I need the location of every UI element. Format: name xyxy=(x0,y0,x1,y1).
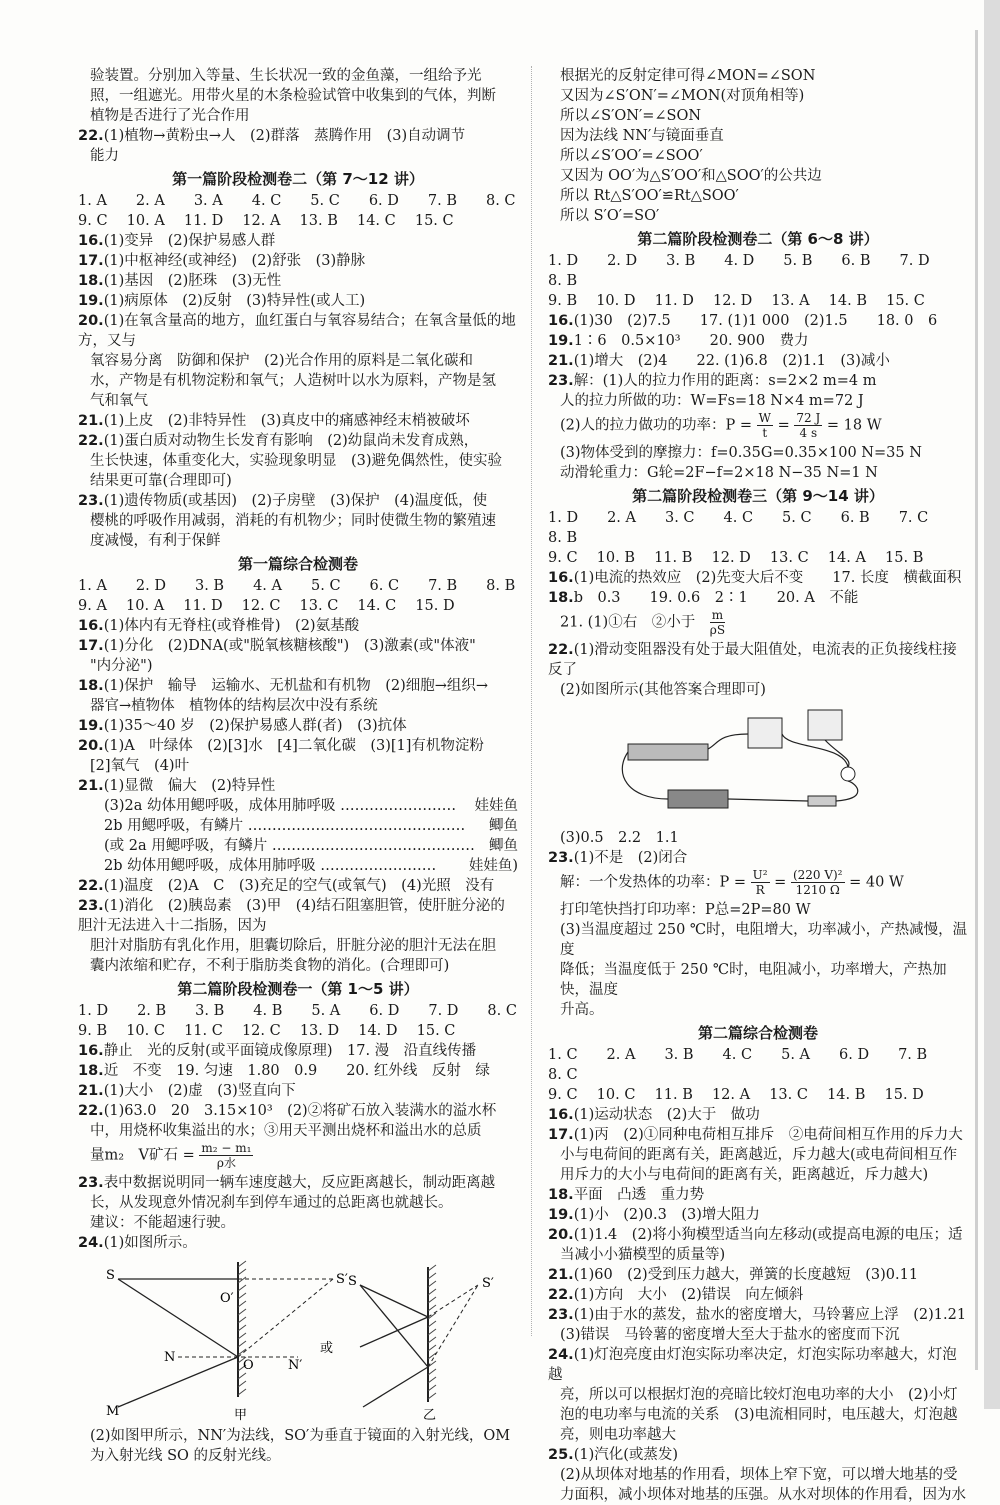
rheostat xyxy=(628,744,708,760)
fraction xyxy=(757,411,773,440)
formula-prefix: 21. (1)①右 ②小于 xyxy=(560,614,710,631)
choice-answers-row: 9. C 10. C 11. B 12. A 13. C 14. B 15. D xyxy=(548,1087,924,1103)
question-number: 17. xyxy=(78,638,104,654)
formula-line xyxy=(548,608,968,640)
question-number: 22. xyxy=(78,433,104,449)
choice-answers-row: 1. D 2. A 3. C 4. C 5. C 6. B 7. C 8. B xyxy=(548,510,958,546)
label-s-prime-yi: S′ xyxy=(482,1276,494,1291)
answer-line: 樱桃的呼吸作用减弱，消耗的有机物少；同时使微生物的繁殖速 xyxy=(90,513,496,529)
answer-line: 亮，所以可以根据灯泡的亮暗比较灯泡电功率的大小 (2)小灯 xyxy=(560,1387,958,1403)
question-number: 23. xyxy=(548,373,574,389)
mirror-hatch xyxy=(428,1369,436,1375)
answer-line: (2)从坝体对地基的作用看，坝体上窄下宽，可以增大地基的受 xyxy=(560,1467,958,1483)
mirror-hatch xyxy=(428,1385,436,1391)
label-s-yi: S xyxy=(348,1274,357,1289)
question-number: 20. xyxy=(548,1227,574,1243)
fraction xyxy=(791,868,845,897)
question-number: 23. xyxy=(548,850,574,866)
question-answer xyxy=(78,716,518,736)
answer-line: 生长快速，体重变化大，实验现象明显 (3)避免偶然性，使实验 xyxy=(90,453,503,469)
answer-line: 小与电荷间的距离有关，距离越近，斥力越大(或电荷间相互作 xyxy=(560,1147,958,1163)
question-number: 23. xyxy=(78,1175,104,1191)
question-answer xyxy=(548,1125,968,1145)
answer-text: 平面 凸透 重力势 xyxy=(573,1187,705,1203)
mirror-hatch xyxy=(238,1381,246,1387)
question-number: 16. xyxy=(548,570,574,586)
answer-line: 动滑轮重力：G轮=2F−f=2×18 N−35 N=1 N xyxy=(560,465,878,481)
mirror-hatch xyxy=(238,1301,246,1307)
question-answer xyxy=(548,1305,968,1325)
formula-eq: = xyxy=(773,417,795,434)
mirror-hatch xyxy=(238,1333,246,1339)
page-edge-shadow xyxy=(984,0,1000,1409)
question-answer xyxy=(78,271,518,291)
key-text: 2b 幼体用鳃呼吸，成体用肺呼吸 …………………… xyxy=(104,858,437,874)
key-text: 2b 用鳃呼吸，有鳞片 ……………………………………… xyxy=(104,818,466,834)
answer-text: (1)保护 输导 运输水、无机盐和有机物 (2)细胞→组织→ xyxy=(103,678,489,694)
page-edge-line xyxy=(975,30,978,1370)
section-title: 第二篇综合检测卷 xyxy=(697,1024,818,1042)
answer-line: 根据光的反射定律可得∠MON=∠SON xyxy=(560,68,816,84)
question-number: 22. xyxy=(78,1103,104,1119)
question-number: 18. xyxy=(78,1063,104,1079)
question-number: 16. xyxy=(78,1043,104,1059)
question-number: 16. xyxy=(548,1107,574,1123)
answer-line: 所以 Rt△S′OO′≌Rt△SOO′ xyxy=(560,188,739,204)
answer-line: 又因为 OO′为△S′OO′和△SOO′的公共边 xyxy=(560,168,822,184)
section-title: 第二篇阶段检测卷二（第 6～8 讲） xyxy=(637,230,879,248)
question-number: 19. xyxy=(78,718,104,734)
key-text: (3)2a 幼体用鳃呼吸，成体用肺呼吸 …………………… xyxy=(104,798,457,814)
mirror-hatch xyxy=(238,1277,246,1283)
left-column xyxy=(78,66,518,1466)
choice-answers-row: 1. D 2. B 3. B 4. B 5. A 6. D 7. D 8. C xyxy=(78,1003,517,1019)
answer-text: (1)35～40 岁 (2)保护易感人群(者) (3)抗体 xyxy=(103,718,407,734)
question-number: 21. xyxy=(548,353,574,369)
answer-line: "内分泌") xyxy=(90,658,153,674)
answer-text: (1)小 (2)0.3 (3)增大阻力 xyxy=(573,1207,760,1223)
question-answer xyxy=(78,291,518,311)
mirror-hatch xyxy=(428,1281,436,1287)
fraction xyxy=(199,1141,253,1170)
fraction-numerator: U² xyxy=(752,868,768,882)
choice-answers-row: 9. B 10. C 11. C 12. C 13. D 14. D 15. C xyxy=(78,1023,456,1039)
reflected-ray-om xyxy=(118,1357,238,1407)
question-number: 25. xyxy=(548,1447,574,1463)
answer-text: (1)运动状态 (2)大于 做功 xyxy=(573,1107,760,1123)
answer-text: 解：(1)人的拉力作用的距离：s=2×2 m=4 m xyxy=(573,373,877,389)
answer-line: 植物是否进行了光合作用 xyxy=(90,108,250,124)
key-line xyxy=(78,836,518,856)
question-number: 23. xyxy=(78,898,104,914)
answer-line: 验装置。分别加入等量、生长状况一致的金鱼藻，一组给予光 xyxy=(90,68,482,84)
question-answer xyxy=(78,876,518,896)
question-answer xyxy=(78,231,518,251)
question-number: 18. xyxy=(78,273,104,289)
answer-text: (1)如图所示。 xyxy=(103,1235,197,1251)
answer-line: (3)错误 马铃薯的密度增大至大于盐水的密度而下沉 xyxy=(560,1327,900,1343)
mirror-hatch xyxy=(428,1393,436,1399)
answer-line: 氧容易分离 防御和保护 (2)光合作用的原料是二氧化碳和 xyxy=(90,353,474,369)
question-number: 17. xyxy=(78,253,104,269)
answer-text: (1)汽化(或蒸发) xyxy=(573,1447,679,1463)
answer-line: 所以∠S′OO′=∠SOO′ xyxy=(560,148,703,164)
question-answer xyxy=(78,896,518,936)
question-number: 18. xyxy=(548,590,574,606)
key-text: (或 2a 用鳃呼吸，有鳞片 …………………………………… xyxy=(104,838,475,854)
question-answer xyxy=(78,1101,518,1121)
question-answer xyxy=(78,431,518,451)
question-answer xyxy=(78,126,518,146)
answer-text: (1)显微 偏大 (2)特异性 xyxy=(103,778,276,794)
fraction xyxy=(751,868,770,897)
answer-text: (1)1.4 (2)将小狗模型适当向左移动(或提高电源的电压；适 xyxy=(573,1227,963,1243)
formula-eq: = xyxy=(769,874,791,891)
answer-text: 表中数据说明同一辆车速度越大，反应距离越长，制动距离越 xyxy=(103,1175,496,1191)
question-answer xyxy=(548,1185,968,1205)
answer-line: 照，一组遮光。用带火星的木条检验试管中收集到的气体，判断 xyxy=(90,88,496,104)
voltmeter xyxy=(808,710,842,740)
mirror-hatch xyxy=(238,1309,246,1315)
key-line xyxy=(78,796,518,816)
answer-text: (1)增大 (2)4 22. (1)6.8 (2)1.1 (3)减小 xyxy=(573,353,890,369)
question-answer xyxy=(548,1105,968,1125)
answer-line: 升高。 xyxy=(560,1002,604,1018)
answer-text: (1)遗传物质(或基因) (2)子房壁 (3)保护 (4)温度低，使 xyxy=(103,493,488,509)
question-answer xyxy=(78,1233,518,1253)
question-number: 20. xyxy=(78,313,104,329)
answer-text: 1∶6 0.5×10³ 20. 900 费力 xyxy=(573,333,809,349)
answer-text: (1)60 (2)受到压力越大，弹簧的长度越短 (3)0.11 xyxy=(573,1267,919,1283)
question-answer xyxy=(548,1225,968,1245)
question-answer xyxy=(548,371,968,391)
answer-text: b 0.3 19. 0.6 2∶1 20. A 不能 xyxy=(573,590,859,606)
mirror-hatch xyxy=(428,1337,436,1343)
answer-line: 又因为∠S′ON′=∠MON(对顶角相等) xyxy=(560,88,805,104)
label-m: M xyxy=(106,1404,120,1419)
formula-prefix: (2)人的拉力做功的功率：P = xyxy=(560,417,757,434)
ray-yi-2 xyxy=(360,1317,428,1347)
key-line xyxy=(78,856,518,876)
answer-line: 中，用烧杯收集溢出的水；③用天平测出烧杯和溢出水的总质 xyxy=(90,1123,482,1139)
answer-text: (1)不是 (2)闭合 xyxy=(573,850,688,866)
answer-text: (1)灯泡亮度由灯泡实际功率决定，灯泡实际功率越大，灯泡越 xyxy=(548,1347,957,1383)
section-title: 第一篇综合检测卷 xyxy=(237,555,358,573)
answer-line: (2)如图所示(其他答案合理即可) xyxy=(560,682,766,698)
mirror-hatch xyxy=(238,1269,246,1275)
answer-line: 用斥力的大小与电荷间的距离有关，距离越近，斥力越大) xyxy=(560,1167,929,1183)
question-number: 22. xyxy=(548,1287,574,1303)
choice-answers-row: 9. A 10. A 11. D 12. C 13. C 14. C 15. D xyxy=(78,598,455,614)
choice-answers-row: 1. A 2. D 3. B 4. A 5. C 6. C 7. B 8. B xyxy=(78,578,516,594)
answer-text: (1)由于水的蒸发，盐水的密度增大，马铃薯应上浮 (2)1.21 xyxy=(573,1307,967,1323)
answer-text: (1)变异 (2)保护易感人群 xyxy=(103,233,276,249)
answer-line: 能力 xyxy=(90,148,119,164)
mirror-hatch xyxy=(238,1341,246,1347)
answer-line: 降低；当温度低于 250 ℃时，电阻减小，功率增大，产热加快，温度 xyxy=(560,962,947,998)
question-answer xyxy=(548,1345,968,1385)
answer-line: (3)当温度超过 250 ℃时，电阻增大，功率减小，产热减慢，温度 xyxy=(560,922,968,958)
label-n-prime: N′ xyxy=(288,1358,303,1373)
switch xyxy=(808,796,836,806)
question-number: 21. xyxy=(78,1083,104,1099)
question-answer xyxy=(78,776,518,796)
choice-answers-row: 9. C 10. A 11. D 12. A 13. B 14. C 15. C xyxy=(78,213,454,229)
answer-line: 建议：不能超速行驶。 xyxy=(90,1215,235,1231)
fraction-denominator: 4 s xyxy=(799,426,818,440)
answer-text: (1)中枢神经(或神经) (2)舒张 (3)静脉 xyxy=(103,253,366,269)
label-or: 或 xyxy=(320,1341,334,1356)
question-answer xyxy=(78,1081,518,1101)
answer-text: (1)在氧含量高的地方，血红蛋白与氧容易结合；在氧含量低的地方，又与 xyxy=(78,313,516,349)
question-answer xyxy=(78,1061,518,1081)
key-line xyxy=(78,816,518,836)
key-result: 鲫鱼 xyxy=(489,818,518,834)
label-o: O xyxy=(243,1358,254,1373)
question-answer xyxy=(78,1041,518,1061)
answer-text: 近 不变 19. 匀速 1.80 0.9 20. 红外线 反射 绿 xyxy=(103,1063,490,1079)
answer-line: (2)如图甲所示，NN′为法线，SO′为垂直于镜面的入射光线，OM xyxy=(90,1428,511,1444)
question-answer xyxy=(78,636,518,656)
mirror-hatch xyxy=(238,1261,246,1267)
formula-line xyxy=(548,868,968,900)
question-number: 16. xyxy=(548,313,574,329)
question-number: 21. xyxy=(78,778,104,794)
formula-line xyxy=(78,1141,518,1173)
question-number: 23. xyxy=(548,1307,574,1323)
key-result: 娃娃鱼) xyxy=(468,858,518,874)
answer-line: 力面积，减小坝体对地基的压强。从水对坝体的作用看，因为水 xyxy=(560,1487,966,1503)
answer-line: 泡的电功率与电流的关系 (3)电流相同时，电压越大，灯泡越 xyxy=(560,1407,958,1423)
question-number: 24. xyxy=(548,1347,574,1363)
label-n: N xyxy=(164,1350,176,1365)
question-answer xyxy=(78,616,518,636)
question-number: 21. xyxy=(548,1267,574,1283)
fraction-denominator: t xyxy=(762,426,768,440)
answer-text: (1)体内有无脊柱(或脊椎骨) (2)氨基酸 xyxy=(103,618,360,634)
answer-text: (1)方向 大小 (2)错误 向左倾斜 xyxy=(573,1287,804,1303)
question-number: 16. xyxy=(78,618,104,634)
answer-line: 胆汁对脂肪有乳化作用，胆囊切除后，肝脏分泌的胆汁无法在胆 xyxy=(90,938,496,954)
answer-line: 水，产物是有机物淀粉和氧气；人造树叶以水为原料，产物是氢 xyxy=(90,373,496,389)
question-answer xyxy=(548,568,968,588)
question-answer xyxy=(548,1205,968,1225)
label-s-prime: S′ xyxy=(336,1272,348,1287)
ray-yi-1 xyxy=(360,1285,428,1317)
ammeter xyxy=(748,718,782,748)
section-title: 第一篇阶段检测卷二（第 7～12 讲） xyxy=(172,170,424,188)
battery xyxy=(668,790,728,808)
fraction-numerator: 72 J xyxy=(796,411,821,425)
choice-answers-row: 9. B 10. D 11. D 12. D 13. A 14. B 15. C xyxy=(548,293,925,309)
fraction-numerator: m xyxy=(711,608,724,622)
answer-line: 打印笔快挡打印功率：P总=2P=80 W xyxy=(560,902,811,918)
question-number: 22. xyxy=(548,642,574,658)
question-answer xyxy=(548,1285,968,1305)
answer-text: (1)植物→黄粉虫→人 (2)群落 蒸腾作用 (3)自动调节 xyxy=(103,128,466,144)
answer-line: 结果更可靠(合理即可) xyxy=(90,473,232,489)
question-answer xyxy=(548,331,968,351)
label-o-prime: O′ xyxy=(220,1291,234,1306)
question-answer xyxy=(548,1265,968,1285)
mirror-hatch xyxy=(428,1329,436,1335)
question-answer xyxy=(548,1445,968,1465)
question-number: 23. xyxy=(78,493,104,509)
mirror-hatch xyxy=(428,1289,436,1295)
answer-text: (1)滑动变阻器没有处于最大阻值处，电流表的正负接线柱接反了 xyxy=(548,642,957,678)
label-jia: 甲 xyxy=(234,1408,248,1422)
answer-line: [2]氧气 (4)叶 xyxy=(90,758,190,774)
fraction-numerator: m₂ − m₁ xyxy=(201,1141,252,1155)
mirror-hatch xyxy=(238,1317,246,1323)
question-answer xyxy=(78,491,518,511)
mirror-reflection-figure xyxy=(98,1257,498,1422)
mirror-hatch xyxy=(428,1273,436,1279)
section-title: 第二篇阶段检测卷一（第 1～5 讲） xyxy=(177,980,419,998)
answer-line: 囊内浓缩和贮存，不利于脂肪类食物的消化。(合理即可) xyxy=(90,958,450,974)
choice-answers-row: 1. C 2. A 3. B 4. C 5. A 6. D 7. B 8. C xyxy=(548,1047,957,1083)
answer-text: (1)蛋白质对动物生长发育有影响 (2)幼鼠尚未发育成熟， xyxy=(103,433,479,449)
answer-text: (1)消化 (2)胰岛素 (3)甲 (4)结石阻塞胆管，使肝脏分泌的胆汁无法进入十二指肠，因为 xyxy=(78,898,505,934)
question-answer xyxy=(78,1173,518,1193)
mirror-hatch xyxy=(428,1265,436,1271)
question-number: 18. xyxy=(548,1187,574,1203)
answer-line: 所以 S′O′=SO′ xyxy=(560,208,660,224)
question-answer xyxy=(548,351,968,371)
fraction xyxy=(794,411,822,440)
question-number: 21. xyxy=(78,413,104,429)
question-number: 24. xyxy=(78,1235,104,1251)
label-s: S xyxy=(106,1268,115,1283)
question-answer xyxy=(548,311,968,331)
choice-answers-row: 1. D 2. D 3. B 4. D 5. B 6. B 7. D 8. B xyxy=(548,253,959,289)
mirror-hatch xyxy=(238,1389,246,1395)
label-yi: 乙 xyxy=(423,1408,437,1422)
key-result: 娃娃鱼 xyxy=(474,798,518,814)
ray-yi-3 xyxy=(360,1285,428,1367)
answer-text: (1)63.0 20 3.15×10³ (2)②将矿石放入装满水的溢水杯 xyxy=(103,1103,497,1119)
mirror-hatch xyxy=(428,1321,436,1327)
answer-line: 亮，则电功率越大 xyxy=(560,1427,676,1443)
choice-answers-row: 9. C 10. B 11. B 12. D 13. C 14. A 15. B xyxy=(548,550,924,566)
answer-text: 静止 光的反射(或平面镜成像原理) 17. 漫 沿直线传播 xyxy=(103,1043,477,1059)
mirror-hatch xyxy=(428,1353,436,1359)
answer-line: 器官→植物体 植物体的结构层次中没有系统 xyxy=(90,698,378,714)
mirror-hatch xyxy=(428,1377,436,1383)
question-answer xyxy=(548,640,968,680)
bulb xyxy=(841,767,855,781)
answer-line: 长，从发现意外情况刹车到停车通过的总距离也就越长。 xyxy=(90,1195,453,1211)
fraction xyxy=(710,608,725,637)
mirror-hatch xyxy=(238,1293,246,1299)
question-number: 22. xyxy=(78,878,104,894)
answer-line: 为入射光线 SO 的反射光线。 xyxy=(90,1448,281,1464)
question-answer xyxy=(78,411,518,431)
fraction-denominator: ρ水 xyxy=(216,1156,236,1170)
question-answer xyxy=(78,736,518,756)
virtual-ray-2 xyxy=(238,1279,333,1357)
answer-text: (1)分化 (2)DNA(或"脱氧核糖核酸") (3)激素(或"体液" xyxy=(103,638,476,654)
circuit-figure xyxy=(608,704,908,824)
formula-prefix: 解：一个发热体的功率：P = xyxy=(560,874,751,891)
answer-text: (1)温度 (2)A C (3)充足的空气(或氧气) (4)光照 没有 xyxy=(103,878,495,894)
answer-line: 所以∠S′ON′=∠SON xyxy=(560,108,702,124)
answer-text: (1)基因 (2)胚珠 (3)无性 xyxy=(103,273,282,289)
question-number: 19. xyxy=(78,293,104,309)
question-answer xyxy=(548,848,968,868)
answer-line: 度减慢，有利于保鲜 xyxy=(90,533,221,549)
formula-prefix: 量m₂ V矿石 = xyxy=(90,1147,200,1164)
answer-text: (1)电流的热效应 (2)先变大后不变 17. 长度 横截面积 xyxy=(573,570,962,586)
ray-yi-4 xyxy=(363,1367,428,1407)
mirror-hatch xyxy=(238,1325,246,1331)
formula-result: = 18 W xyxy=(822,417,882,434)
answer-text: (1)病原体 (2)反射 (3)特异性(或人工) xyxy=(103,293,366,309)
choice-answers-row: 1. A 2. A 3. A 4. C 5. C 6. D 7. B 8. C xyxy=(78,193,516,209)
question-number: 19. xyxy=(548,333,574,349)
question-answer xyxy=(78,251,518,271)
fraction-denominator: 1210 Ω xyxy=(795,883,840,897)
answer-line: 气和氧气 xyxy=(90,393,148,409)
question-number: 18. xyxy=(78,678,104,694)
answer-text: (1)上皮 (2)非特异性 (3)真皮中的痛感神经末梢被破坏 xyxy=(103,413,470,429)
fraction-numerator: (220 V)² xyxy=(792,868,843,882)
question-number: 20. xyxy=(78,738,104,754)
mirror-hatch xyxy=(238,1285,246,1291)
answer-line: 当减小小猫模型的质量等) xyxy=(560,1247,726,1263)
answer-text: (1)大小 (2)虚 (3)竖直向下 xyxy=(103,1083,296,1099)
question-answer xyxy=(78,311,518,351)
mirror-hatch xyxy=(428,1305,436,1311)
answer-line: 因为法线 NN′与镜面垂直 xyxy=(560,128,724,144)
question-number: 19. xyxy=(548,1207,574,1223)
mirror-hatch xyxy=(428,1361,436,1367)
answer-line: 人的拉力所做的功：W=Fs=18 N×4 m=72 J xyxy=(560,393,864,409)
answer-line: (3)物体受到的摩擦力：f=0.35G=0.35×100 N=35 N xyxy=(560,445,922,461)
answer-line: (3)0.5 2.2 1.1 xyxy=(560,830,679,846)
mirror-hatch xyxy=(428,1297,436,1303)
question-answer xyxy=(548,588,968,608)
answer-text: (1)A 叶绿体 (2)[3]水 [4]二氧化碳 (3)[1]有机物淀粉 xyxy=(103,738,484,754)
formula-result: = 40 W xyxy=(844,874,904,891)
question-number: 22. xyxy=(78,128,104,144)
fraction-numerator: W xyxy=(758,411,772,425)
question-number: 17. xyxy=(548,1127,574,1143)
formula-line xyxy=(548,411,968,443)
fraction-denominator: R xyxy=(755,883,765,897)
mirror-hatch xyxy=(238,1373,246,1379)
question-number: 16. xyxy=(78,233,104,249)
answer-text: (1)30 (2)7.5 17. (1)1 000 (2)1.5 18. 0 6 xyxy=(573,313,938,329)
question-answer xyxy=(78,676,518,696)
answer-text: (1)丙 (2)①同种电荷相互排斥 ②电荷间相互作用的斥力大 xyxy=(573,1127,963,1143)
key-result: 鲫鱼 xyxy=(489,838,518,854)
column-divider xyxy=(531,66,532,1336)
fraction-denominator: ρS xyxy=(709,623,726,637)
mirror-hatch xyxy=(428,1345,436,1351)
right-column xyxy=(548,66,968,1505)
section-title: 第二篇阶段检测卷三（第 9～14 讲） xyxy=(632,487,884,505)
